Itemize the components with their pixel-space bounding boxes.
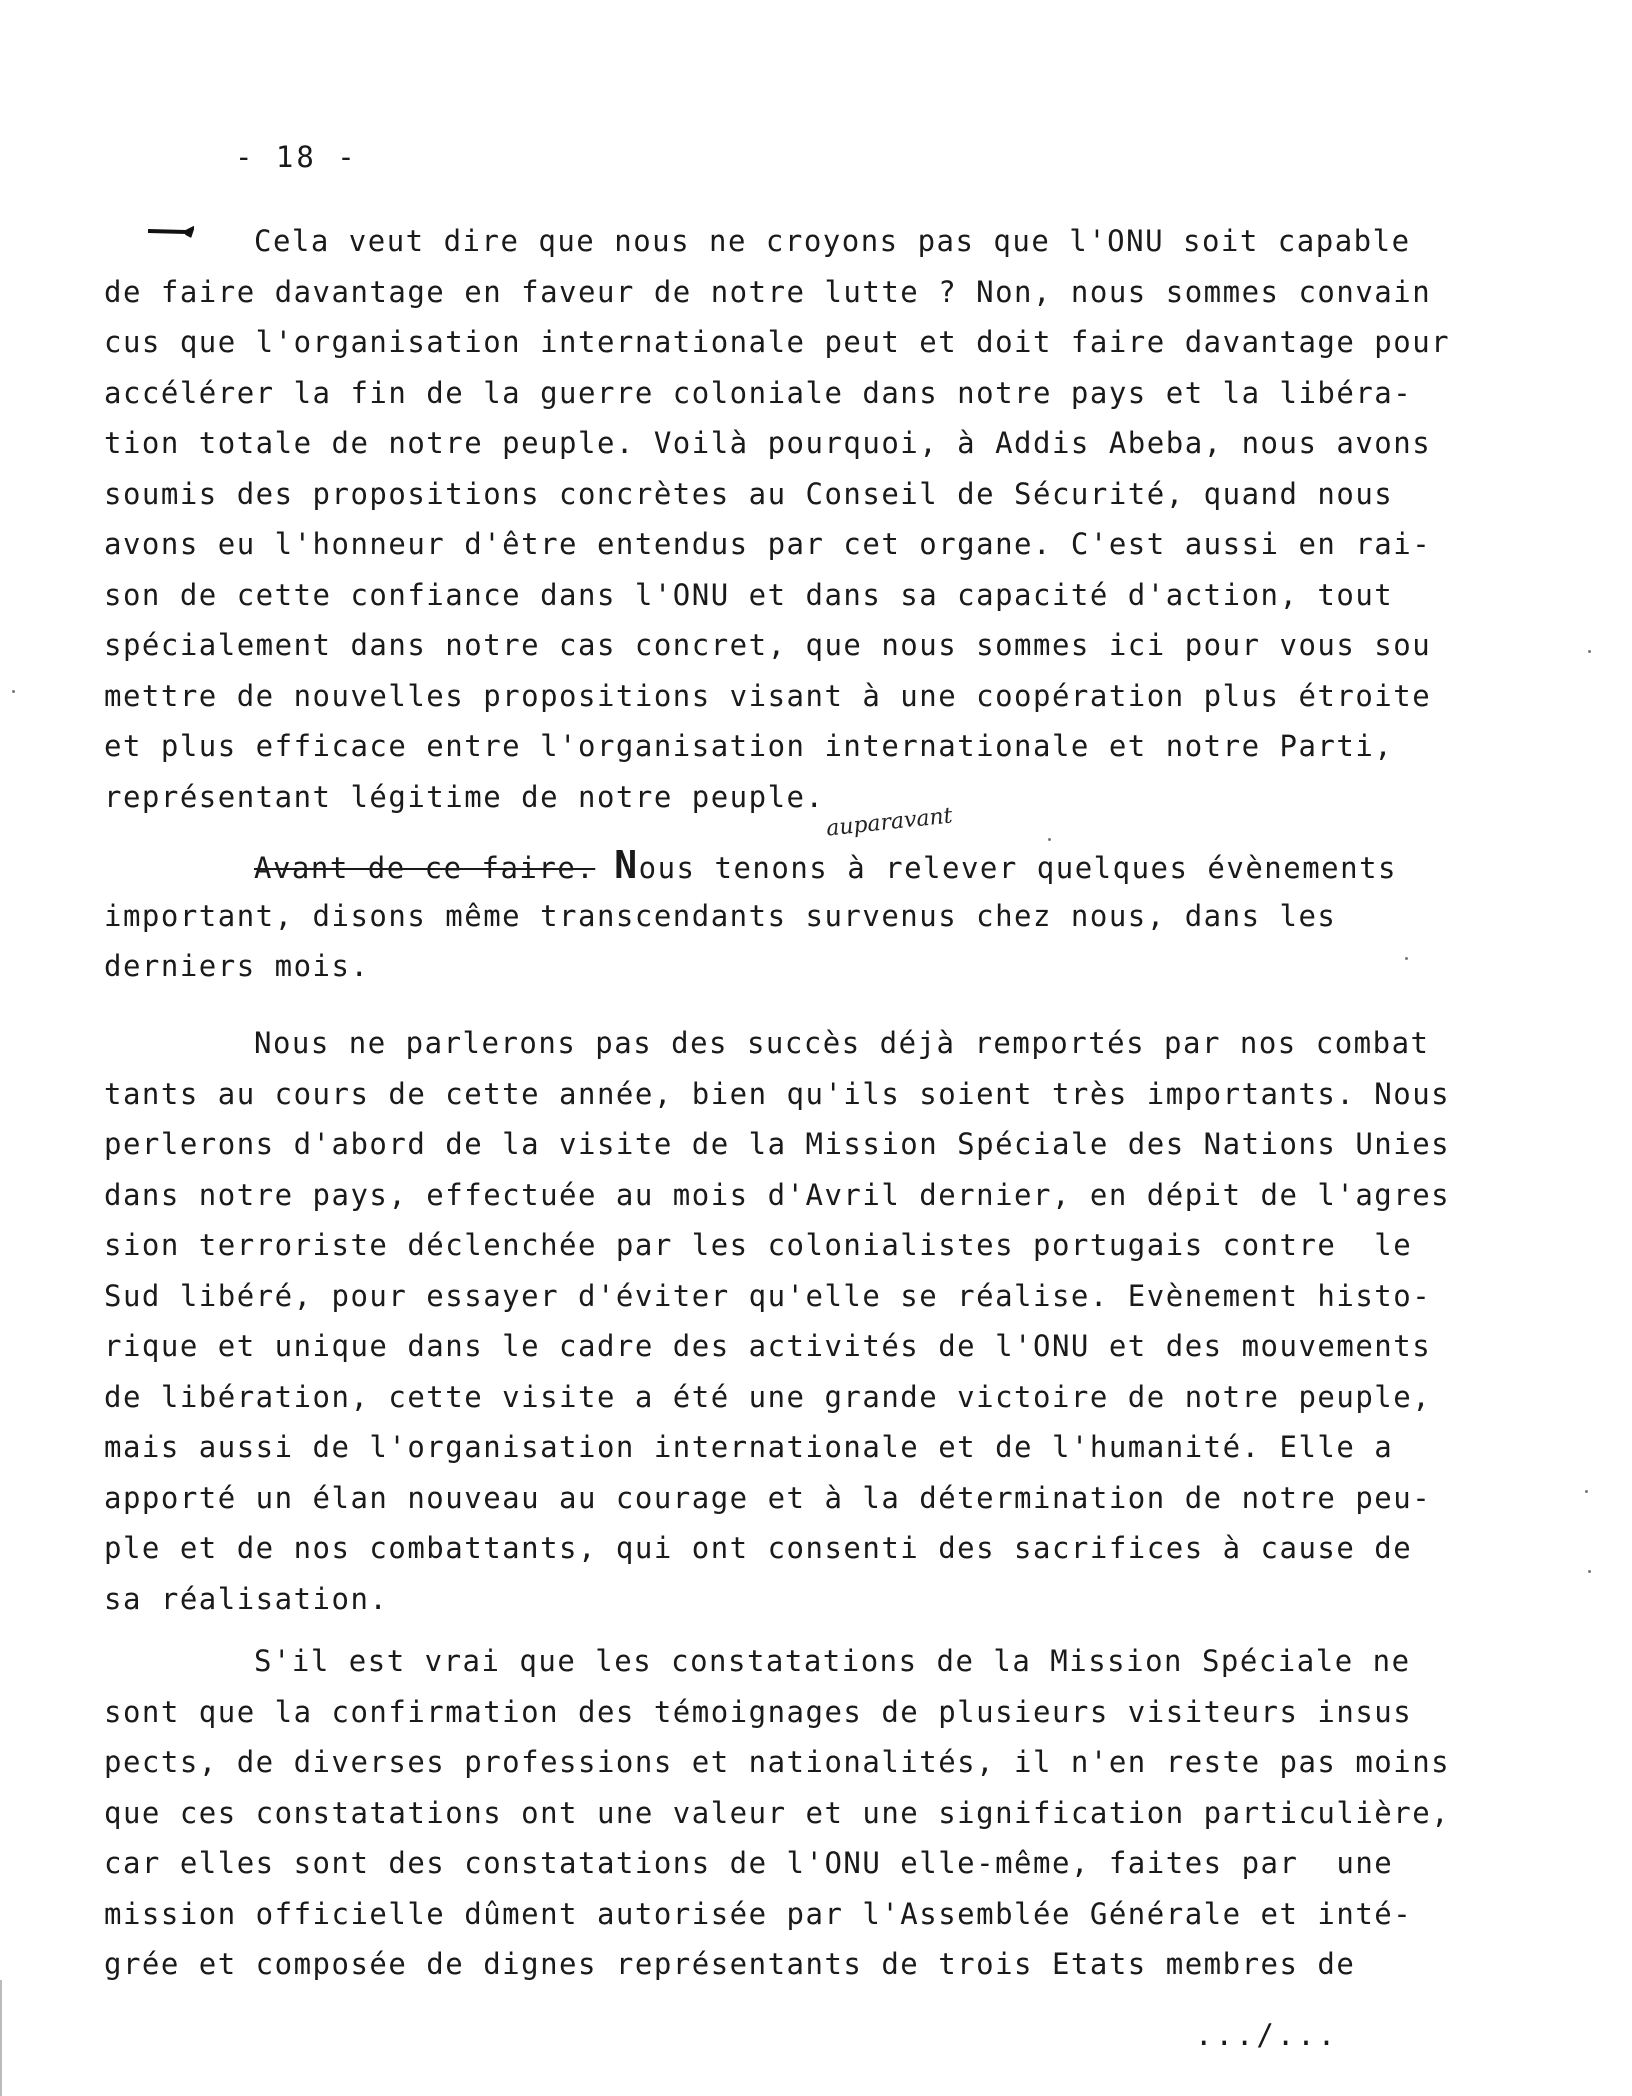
struck-text: Avant de ce faire.: [254, 851, 596, 885]
scan-speck: [1588, 1570, 1591, 1573]
text-line: sa réalisation.: [104, 1581, 389, 1616]
text-line: perlerons d'abord de la visite de la Mission Spéciale des Nations Unies: [104, 1127, 1451, 1161]
text-line: tion totale de notre peuple. Voilà pourquoi, à Addis Abeba, nous avons: [104, 426, 1432, 460]
text-line: spécialement dans notre cas concret, que nous sommes ici pour vous sou: [104, 628, 1432, 662]
text-line: avons eu l'honneur d'être entendus par cet organe. C'est aussi en rai-: [104, 527, 1432, 561]
text-line: que ces constatations ont une valeur et une signification particulière,: [104, 1795, 1451, 1830]
text-line: soumis des propositions concrètes au Conseil de Sécurité, quand nous: [104, 476, 1394, 511]
scan-speck: [1585, 1490, 1588, 1493]
text-line: son de cette confiance dans l'ONU et dans sa capacité d'action, tout: [104, 577, 1394, 612]
text-line: de faire davantage en faveur de notre lutte ? Non, nous sommes convain: [104, 274, 1432, 309]
text-line: de libération, cette visite a été une grande victoire de notre peuple,: [104, 1379, 1432, 1414]
text-line: et plus efficace entre l'organisation internationale et notre Parti,: [104, 729, 1394, 763]
text-line: derniers mois.: [104, 949, 370, 983]
continuation-mark: .../...: [1195, 2018, 1339, 2052]
text-line: mission officielle dûment autorisée par l'Assemblée Générale et inté-: [104, 1896, 1413, 1931]
scan-speck: [1588, 650, 1591, 653]
text-line: Cela veut dire que nous ne croyons pas que l'ONU soit capable: [254, 224, 1411, 258]
text-line: accélérer la fin de la guerre coloniale dans notre pays et la libéra-: [104, 375, 1413, 410]
text-line: Nous ne parlerons pas des succès déjà remportés par nos combat: [254, 1026, 1430, 1060]
text-line: important, disons même transcendants survenus chez nous, dans les: [104, 898, 1337, 933]
scan-speck: [1048, 838, 1051, 841]
text-line: pects, de diverses professions et nationalités, il n'en reste pas moins: [104, 1745, 1451, 1779]
scan-speck: [1405, 957, 1408, 960]
paragraph-1: [104, 216, 1494, 822]
text-line: tants au cours de cette année, bien qu'ils soient très importants. Nous: [104, 1076, 1451, 1111]
text-fragment: ous tenons à relever quelques évènements: [638, 851, 1398, 885]
text-line: grée et composée de dignes représentants de trois Etats membres de: [104, 1947, 1356, 1981]
paragraph-3: [104, 1018, 1494, 1624]
text-line: sont que la confirmation des témoignages de plusieurs visiteurs insus: [104, 1694, 1413, 1729]
paragraph-2: [104, 840, 1494, 992]
text-line: représentant légitime de notre peuple.: [104, 779, 825, 814]
paragraph-4: [104, 1636, 1494, 1990]
text-line: dans notre pays, effectuée au mois d'Avril dernier, en dépit de l'agres: [104, 1177, 1451, 1212]
text-line: cus que l'organisation internationale peut et doit faire davantage pour: [104, 325, 1451, 359]
handwritten-annotation: auparavant: [825, 803, 954, 842]
text-line: sion terroriste déclenchée par les colonialistes portugais contre le: [104, 1228, 1413, 1262]
scan-speck: [12, 690, 15, 693]
handwritten-capital: N: [614, 843, 639, 887]
page-number: - 18 -: [235, 140, 358, 174]
scan-edge: [0, 1980, 2, 2096]
text-line: rique et unique dans le cadre des activités de l'ONU et des mouvements: [104, 1329, 1432, 1363]
text-line: apporté un élan nouveau au courage et à la détermination de notre peu-: [104, 1480, 1432, 1515]
text-line: car elles sont des constatations de l'ONU elle-même, faites par une: [104, 1846, 1394, 1880]
text-line: S'il est vrai que les constatations de la Mission Spéciale ne: [254, 1644, 1411, 1678]
text-line: ple et de nos combattants, qui ont consenti des sacrifices à cause de: [104, 1531, 1413, 1565]
text-line-edited: [104, 840, 1494, 891]
text-line: mettre de nouvelles propositions visant à une coopération plus étroite: [104, 678, 1432, 713]
text-line: mais aussi de l'organisation internationale et de l'humanité. Elle a: [104, 1430, 1394, 1464]
text-line: Sud libéré, pour essayer d'éviter qu'elle se réalise. Evènement histo-: [104, 1278, 1432, 1313]
